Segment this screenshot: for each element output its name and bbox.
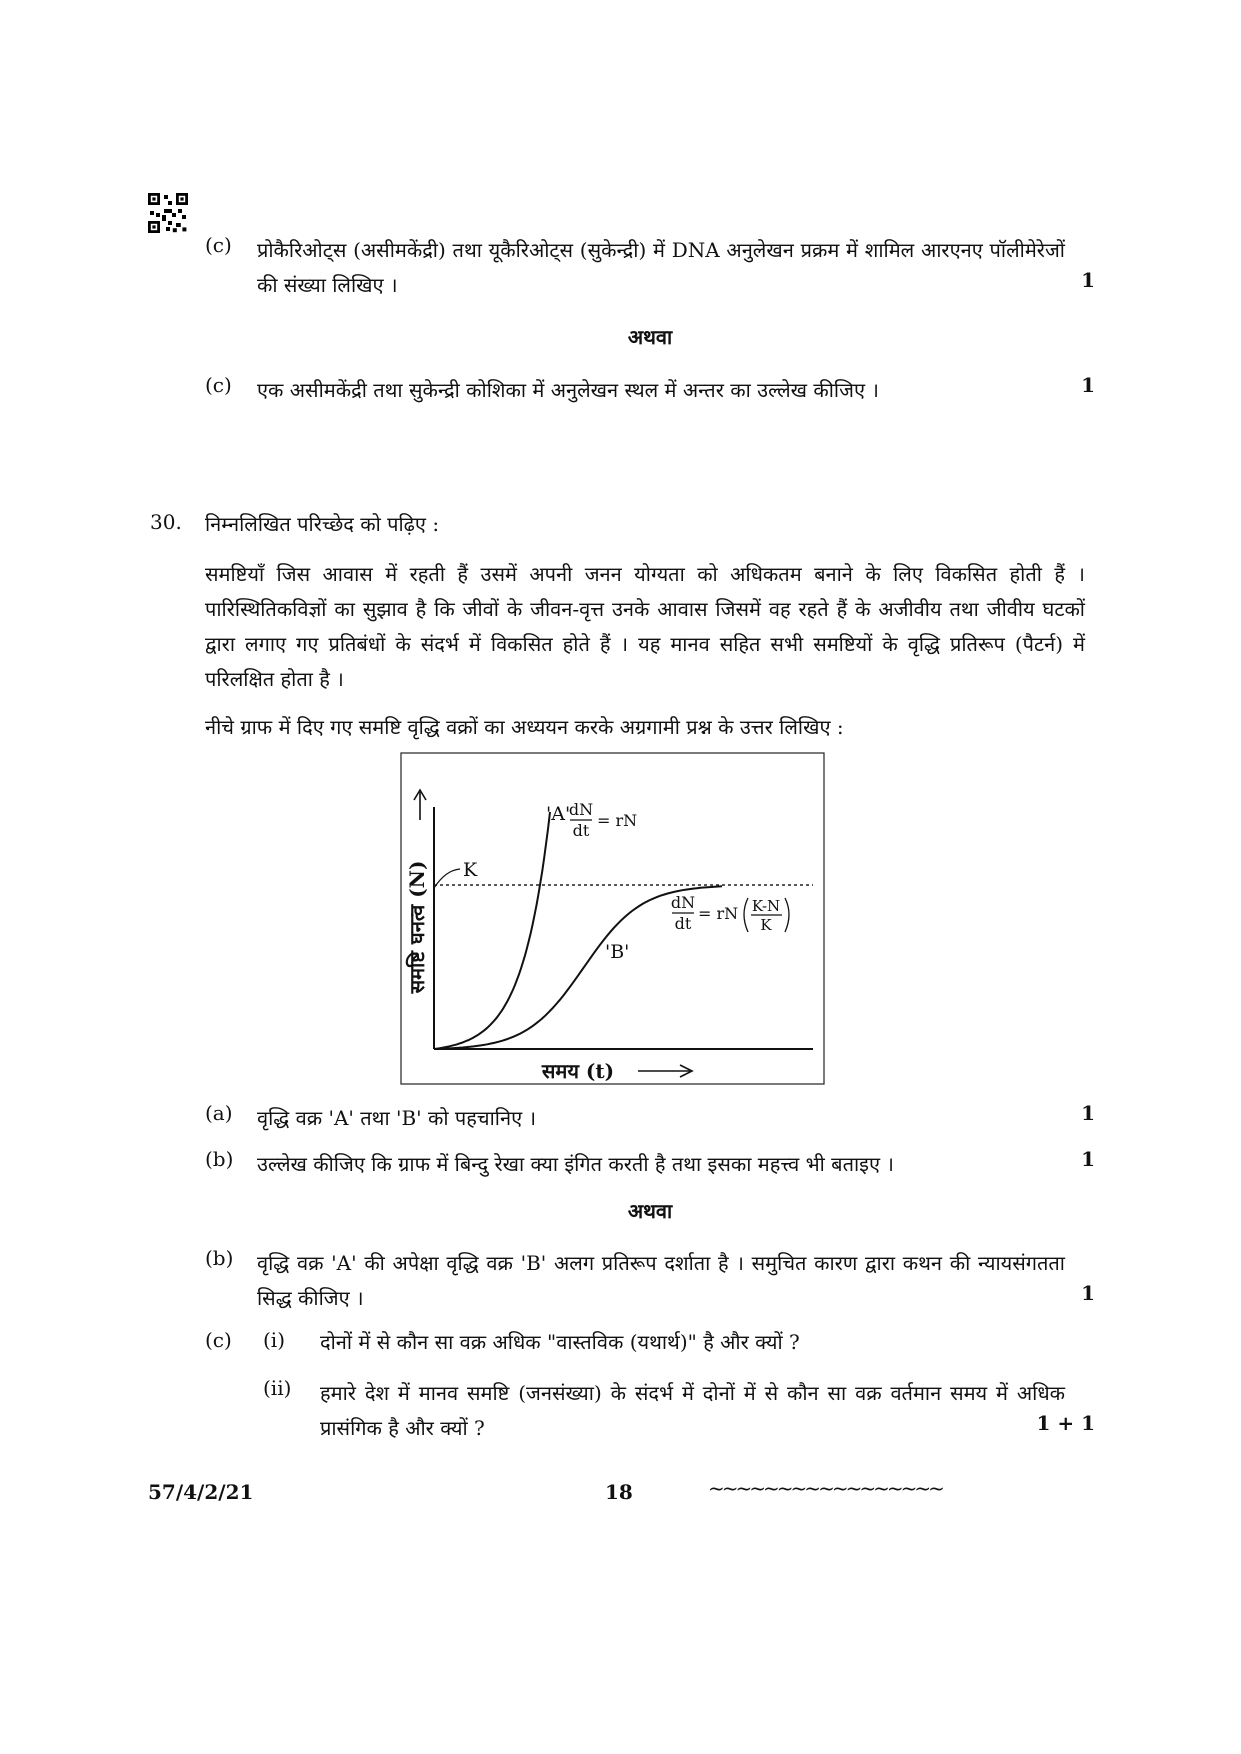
or-divider-2: अथवा [627, 1199, 673, 1223]
curve-b-eq-den: dt [674, 914, 692, 933]
x-axis-arrow [638, 1065, 692, 1077]
tilde-border: ~~~~~~~~~~~~~~~~~ [708, 1476, 942, 1500]
page-number: 18 [605, 1480, 633, 1504]
q30c-ii-label: (ii) [263, 1376, 292, 1400]
curve-b-eq-rhs: = rN [698, 904, 739, 923]
paper-code: 57/4/2/21 [148, 1480, 254, 1504]
q30-passage: समष्टियाँ जिस आवास में रहती हैं उसमें अपनी जनन योग्यता को अधिकतम बनाने के लिए विकसित होती हैं । पारिस्थितिकविज्ञों का सुझाव है कि जीवों के जीवन-वृत्त उनके आवास जिसमें वह रहते हैं के अजीवीय तथा जीवीय घटकों द्वारा लगाए गए प्रतिबंधों के संदर्भ में विकसित होते हैं । यह मानव सहित सभी समष्टियों के वृद्धि प्रतिरूप (पैटर्न) में परिलक्षित होता है । [205, 562, 1085, 691]
qr-code [148, 193, 188, 233]
q30-number: 30. [150, 510, 182, 534]
curve-a-eq-den: dt [572, 821, 590, 840]
q30b-alt-item [205, 1246, 1095, 1316]
curve-a-label: 'A' [546, 803, 571, 825]
curve-b-eq-frac-num: K-N [751, 897, 781, 915]
x-axis-label: समय (t) [541, 1059, 615, 1083]
q30b-alt-text: वृद्धि वक्र 'A' की अपेक्षा वृद्धि वक्र 'B' अलग प्रतिरूप दर्शाता है । समुचित कारण द्वारा कथन की न्यायसंगतता सिद्ध कीजिए । [257, 1251, 1065, 1310]
q30a-marks: 1 [1081, 1101, 1095, 1125]
y-axis-arrow [414, 790, 426, 820]
q30b-alt-label: (b) [205, 1246, 234, 1270]
k-label: K [463, 859, 478, 881]
q30b-text: उल्लेख कीजिए कि ग्राफ में बिन्दु रेखा क्या इंगित करती है तथा इसका महत्त्व भी बताइए । [257, 1152, 894, 1176]
curve-b-eq-num: dN [670, 893, 696, 912]
y-axis-label: समष्टि घनत्व (N) [405, 860, 429, 994]
q29c-label: (c) [205, 233, 232, 257]
q30a-label: (a) [205, 1101, 233, 1125]
q29c-alt-marks: 1 [1081, 373, 1095, 397]
q29c-text: प्रोकैरिओट्स (असीमकेंद्री) तथा यूकैरिओट्स (सुकेन्द्री) में DNA अनुलेखन प्रक्रम में शामिल आरएनए पॉलीमेरेजों की संख्या लिखिए । [257, 238, 1065, 297]
q30a-item [205, 1101, 1095, 1136]
curve-a-eq-rhs: = rN [597, 811, 638, 830]
q30b-marks: 1 [1081, 1147, 1095, 1171]
or-divider-1: अथवा [627, 325, 673, 349]
q30b-alt-marks: 1 [1081, 1281, 1095, 1305]
q29c-alt-text: एक असीमकेंद्री तथा सुकेन्द्री कोशिका में अनुलेखन स्थल में अन्तर का उल्लेख कीजिए । [257, 378, 879, 402]
growth-curve-graph [400, 752, 825, 1085]
q30c-marks: 1 + 1 [1036, 1411, 1095, 1435]
q30-intro: निम्नलिखित परिच्छेद को पढ़िए : [205, 512, 440, 536]
q30c-i-label: (i) [263, 1328, 286, 1352]
q30a-text: वृद्धि वक्र 'A' तथा 'B' को पहचानिए । [257, 1106, 537, 1130]
q29c-marks: 1 [1081, 268, 1095, 292]
q30c-label: (c) [205, 1328, 232, 1352]
curve-b-eq-lparen [744, 898, 748, 932]
curve-b-eq-rparen [785, 898, 789, 932]
q30-instruction: नीचे ग्राफ में दिए गए समष्टि वृद्धि वक्रों का अध्ययन करके अग्रगामी प्रश्न के उत्तर लिखिए : [205, 715, 844, 739]
curve-a-eq-num: dN [568, 800, 594, 819]
q30b-item [205, 1147, 1095, 1182]
q29c-item [205, 233, 1095, 303]
curve-b-label: 'B' [605, 941, 630, 963]
q30c-item [205, 1328, 1095, 1448]
q29c-alt-label: (c) [205, 373, 232, 397]
q30c-ii-text: हमारे देश में मानव समष्टि (जनसंख्या) के संदर्भ में दोनों में से कौन सा वक्र वर्तमान समय में अधिक प्रासंगिक है और क्यों ? [320, 1381, 1065, 1440]
q30b-label: (b) [205, 1147, 234, 1171]
curve-a [434, 812, 550, 1049]
q30c-i-text: दोनों में से कौन सा वक्र अधिक "वास्तविक (यथार्थ)" है और क्यों ? [320, 1330, 800, 1354]
curve-b-eq-frac-den: K [760, 916, 772, 934]
q29c-alt-item [205, 373, 1095, 408]
